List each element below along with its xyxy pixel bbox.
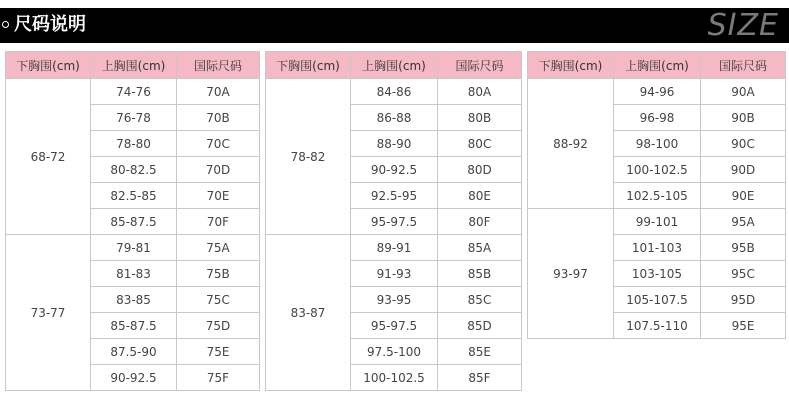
size-cell: 85A (438, 235, 522, 261)
upper-bust-cell: 94-96 (614, 79, 701, 105)
upper-bust-cell: 79-81 (91, 235, 177, 261)
size-cell: 95E (701, 313, 786, 339)
under-bust-cell: 83-87 (266, 235, 351, 391)
upper-bust-cell: 95-97.5 (351, 209, 438, 235)
header-bar (0, 8, 789, 43)
size-cell: 90E (701, 183, 786, 209)
table-row (6, 235, 260, 261)
upper-bust-cell: 99-101 (614, 209, 701, 235)
size-table-1 (5, 51, 260, 391)
size-cell: 90D (701, 157, 786, 183)
upper-bust-cell: 86-88 (351, 105, 438, 131)
header-intl-size: 国际尺码 (701, 52, 786, 79)
size-cell: 85E (438, 339, 522, 365)
upper-bust-cell: 82.5-85 (91, 183, 177, 209)
upper-bust-cell: 88-90 (351, 131, 438, 157)
size-cell: 80D (438, 157, 522, 183)
upper-bust-cell: 103-105 (614, 261, 701, 287)
size-cell: 70C (177, 131, 260, 157)
under-bust-cell: 93-97 (528, 209, 614, 339)
size-cell: 85B (438, 261, 522, 287)
upper-bust-cell: 80-82.5 (91, 157, 177, 183)
table-row (528, 209, 786, 235)
size-cell: 70B (177, 105, 260, 131)
upper-bust-cell: 101-103 (614, 235, 701, 261)
upper-bust-cell: 95-97.5 (351, 313, 438, 339)
size-cell: 75E (177, 339, 260, 365)
upper-bust-cell: 85-87.5 (91, 313, 177, 339)
header-under-bust: 下胸围(cm) (528, 52, 614, 79)
size-cell: 95C (701, 261, 786, 287)
upper-bust-cell: 90-92.5 (351, 157, 438, 183)
upper-bust-cell: 76-78 (91, 105, 177, 131)
header-upper-bust: 上胸围(cm) (614, 52, 701, 79)
header-upper-bust: 上胸围(cm) (351, 52, 438, 79)
size-cell: 75A (177, 235, 260, 261)
header-under-bust: 下胸围(cm) (6, 52, 91, 79)
upper-bust-cell: 91-93 (351, 261, 438, 287)
upper-bust-cell: 85-87.5 (91, 209, 177, 235)
upper-bust-cell: 105-107.5 (614, 287, 701, 313)
size-cell: 85D (438, 313, 522, 339)
upper-bust-cell: 89-91 (351, 235, 438, 261)
size-cell: 80C (438, 131, 522, 157)
upper-bust-cell: 83-85 (91, 287, 177, 313)
size-cell: 70F (177, 209, 260, 235)
upper-bust-cell: 78-80 (91, 131, 177, 157)
circle-bullet-icon (2, 21, 9, 28)
under-bust-cell: 78-82 (266, 79, 351, 235)
size-watermark: SIZE (707, 8, 779, 43)
size-cell: 75B (177, 261, 260, 287)
size-cell: 90B (701, 105, 786, 131)
size-table-2 (265, 51, 522, 391)
size-cell: 75D (177, 313, 260, 339)
size-cell: 70A (177, 79, 260, 105)
upper-bust-cell: 100-102.5 (614, 157, 701, 183)
under-bust-cell: 73-77 (6, 235, 91, 391)
upper-bust-cell: 107.5-110 (614, 313, 701, 339)
upper-bust-cell: 93-95 (351, 287, 438, 313)
table-header-row (266, 52, 522, 79)
upper-bust-cell: 92.5-95 (351, 183, 438, 209)
upper-bust-cell: 74-76 (91, 79, 177, 105)
upper-bust-cell: 81-83 (91, 261, 177, 287)
size-cell: 95D (701, 287, 786, 313)
table-row (528, 79, 786, 105)
size-cell: 85C (438, 287, 522, 313)
upper-bust-cell: 100-102.5 (351, 365, 438, 391)
size-table-3 (527, 51, 786, 339)
upper-bust-cell: 102.5-105 (614, 183, 701, 209)
upper-bust-cell: 98-100 (614, 131, 701, 157)
size-cell: 95A (701, 209, 786, 235)
size-cell: 70D (177, 157, 260, 183)
size-cell: 85F (438, 365, 522, 391)
upper-bust-cell: 87.5-90 (91, 339, 177, 365)
size-cell: 95B (701, 235, 786, 261)
upper-bust-cell: 96-98 (614, 105, 701, 131)
size-cell: 75C (177, 287, 260, 313)
table-header-row (528, 52, 786, 79)
upper-bust-cell: 84-86 (351, 79, 438, 105)
upper-bust-cell: 90-92.5 (91, 365, 177, 391)
table-row (266, 235, 522, 261)
under-bust-cell: 88-92 (528, 79, 614, 209)
size-cell: 90A (701, 79, 786, 105)
header-intl-size: 国际尺码 (438, 52, 522, 79)
under-bust-cell: 68-72 (6, 79, 91, 235)
size-cell: 70E (177, 183, 260, 209)
table-header-row (6, 52, 260, 79)
page-title: 尺码说明 (14, 14, 86, 35)
header-under-bust: 下胸围(cm) (266, 52, 351, 79)
upper-bust-cell: 97.5-100 (351, 339, 438, 365)
size-cell: 80A (438, 79, 522, 105)
size-cell: 80E (438, 183, 522, 209)
header-upper-bust: 上胸围(cm) (91, 52, 177, 79)
table-row (6, 79, 260, 105)
size-cell: 90C (701, 131, 786, 157)
size-cell: 80B (438, 105, 522, 131)
size-cell: 80F (438, 209, 522, 235)
size-cell: 75F (177, 365, 260, 391)
table-row (266, 79, 522, 105)
header-intl-size: 国际尺码 (177, 52, 260, 79)
